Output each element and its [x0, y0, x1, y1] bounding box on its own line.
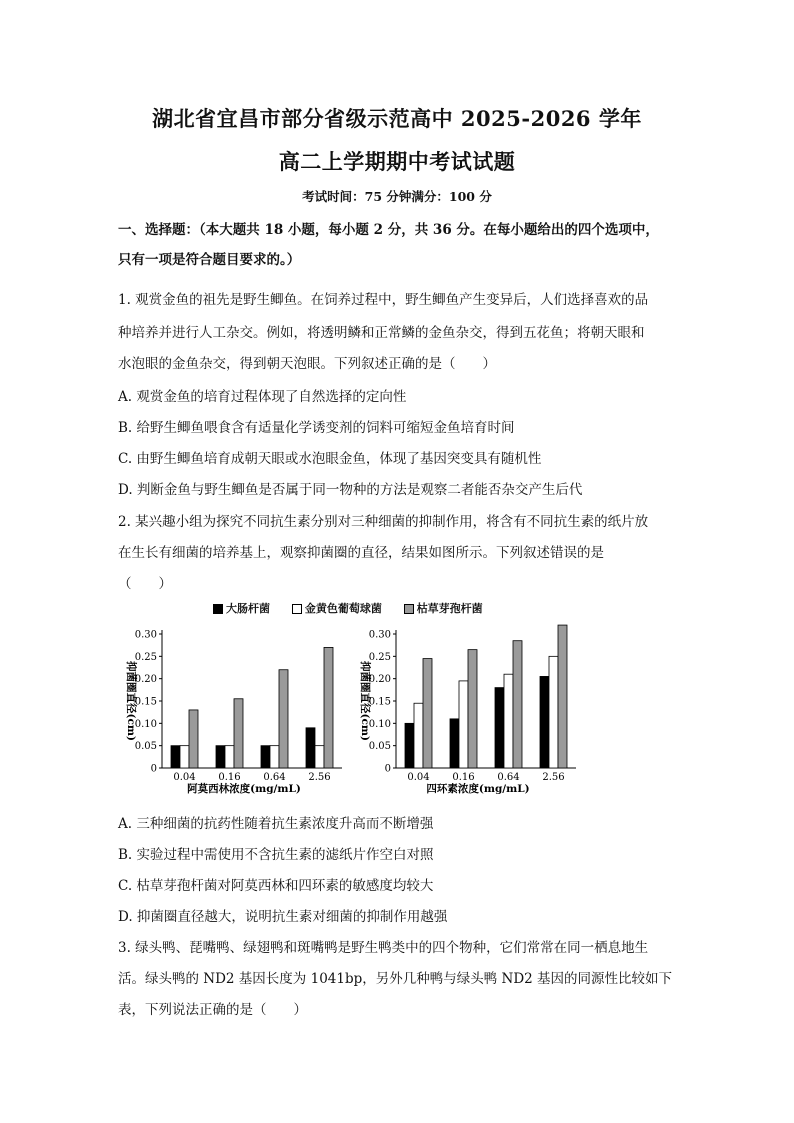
- y-tick-label: 0.15: [368, 696, 391, 708]
- q2-stem-line: （ ）: [118, 576, 172, 592]
- x-tick-label: 0.04: [173, 772, 196, 783]
- q3-stem-line: 活。绿头鸭的 ND2 基因长度为 1041bp，另外几种鸭与绿头鸭 ND2 基因的同源性比较如下: [118, 971, 673, 987]
- amoxicillin-bar-chart: [118, 620, 350, 800]
- bar: [468, 650, 477, 768]
- exam-info: 考试时间：75 分钟满分：100 分: [302, 189, 492, 204]
- y-axis-label: 抑菌圈直径(cm): [359, 661, 371, 741]
- q2-option-d: D. 抑菌圈直径越大，说明抗生素对细菌的抑制作用越强: [118, 909, 448, 925]
- x-tick-label: 0.16: [218, 772, 241, 783]
- y-tick-label: 0.15: [134, 696, 157, 708]
- bar: [279, 670, 288, 768]
- chart-legend: [213, 600, 501, 616]
- q2-option-c: C. 枯草芽孢杆菌对阿莫西林和四环素的敏感度均较大: [118, 878, 434, 894]
- bar: [306, 728, 315, 768]
- bar: [261, 746, 270, 768]
- q1-option-a: A. 观赏金鱼的培育过程体现了自然选择的定向性: [118, 389, 407, 405]
- bar: [558, 625, 567, 768]
- section1-instruction-line1: 一、选择题：（本大题共 18 小题，每小题 2 分，共 36 分。在每小题给出的四个选项中，: [118, 222, 659, 238]
- section1-instruction-line2: 只有一项是符合题目要求的。）: [118, 252, 301, 268]
- y-tick-label: 0.20: [368, 674, 391, 686]
- y-tick-label: 0.30: [134, 629, 157, 641]
- bar: [414, 703, 423, 768]
- y-axis-label: 抑菌圈直径(cm): [125, 661, 137, 741]
- tetracycline-bar-chart: [352, 620, 584, 800]
- legend-item-ecoli: 大肠杆菌: [213, 602, 270, 615]
- q1-stem-line: 水泡眼的金鱼杂交，得到朝天泡眼。下列叙述正确的是（ ）: [118, 356, 496, 372]
- y-tick-label: 0.30: [368, 629, 391, 641]
- bar: [504, 674, 513, 768]
- q1-option-c: C. 由野生鲫鱼培育成朝天眼或水泡眼金鱼，体现了基因突变具有随机性: [118, 451, 542, 467]
- y-tick-label: 0.25: [368, 651, 391, 663]
- x-tick-label: 0.16: [452, 772, 475, 783]
- q1-option-b: B. 给野生鲫鱼喂食含有适量化学诱变剂的饲料可缩短金鱼培育时间: [118, 420, 515, 436]
- bar: [495, 688, 504, 768]
- y-tick-label: 0.25: [134, 651, 157, 663]
- bar: [171, 746, 180, 768]
- q2-stem-line: 在生长有细菌的培养基上，观察抑菌圈的直径，结果如图所示。下列叙述错误的是: [118, 545, 604, 561]
- q1-option-d: D. 判断金鱼与野生鲫鱼是否属于同一物种的方法是观察二者能否杂交产生后代: [118, 482, 583, 498]
- y-tick-label: 0.20: [134, 674, 157, 686]
- bar: [234, 699, 243, 768]
- bar: [450, 719, 459, 768]
- exam-title-line1: 湖北省宜昌市部分省级示范高中 2025-2026 学年: [152, 106, 642, 131]
- bar: [180, 746, 189, 768]
- bar: [405, 723, 414, 768]
- q1-stem-line: 种培养并进行人工杂交。例如，将透明鳞和正常鳞的金鱼杂交，得到五花鱼；将朝天眼和: [118, 325, 645, 341]
- x-axis-label: 阿莫西林浓度(mg/mL): [187, 783, 301, 795]
- x-tick-label: 2.56: [308, 772, 331, 783]
- x-tick-label: 0.04: [407, 772, 430, 783]
- q2-option-b: B. 实验过程中需使用不含抗生素的滤纸片作空白对照: [118, 847, 434, 863]
- y-tick-label: 0: [384, 763, 391, 775]
- y-tick-label: 0.10: [134, 718, 157, 730]
- q2-stem-line: 2. 某兴趣小组为探究不同抗生素分别对三种细菌的抑制作用，将含有不同抗生素的纸片放: [118, 514, 649, 530]
- bar: [459, 681, 468, 768]
- bar: [513, 641, 522, 768]
- legend-item-staph: 金黄色葡萄球菌: [292, 602, 382, 615]
- y-tick-label: 0.10: [368, 718, 391, 730]
- bar: [315, 746, 324, 768]
- x-tick-label: 0.64: [263, 772, 286, 783]
- bar: [549, 656, 558, 768]
- bar: [225, 746, 234, 768]
- bar: [216, 746, 225, 768]
- q1-stem-line: 1. 观赏金鱼的祖先是野生鲫鱼。在饲养过程中，野生鲫鱼产生变异后，人们选择喜欢的品: [118, 292, 649, 308]
- x-axis-label: 四环素浓度(mg/mL): [426, 783, 530, 795]
- y-tick-label: 0: [150, 763, 157, 775]
- bar: [324, 647, 333, 768]
- q3-stem-line: 表，下列说法正确的是（ ）: [118, 1002, 307, 1018]
- x-tick-label: 2.56: [542, 772, 565, 783]
- bar: [270, 746, 279, 768]
- q2-option-a: A. 三种细菌的抗药性随着抗生素浓度升高而不断增强: [118, 816, 434, 832]
- y-tick-label: 0.05: [368, 741, 391, 753]
- bar: [189, 710, 198, 768]
- q3-stem-line: 3. 绿头鸭、琵嘴鸭、绿翅鸭和斑嘴鸭是野生鸭类中的四个物种，它们常常在同一栖息地生: [118, 940, 649, 956]
- y-tick-label: 0.05: [134, 741, 157, 753]
- bar: [423, 659, 432, 768]
- exam-title-line2: 高二上学期期中考试试题: [278, 149, 516, 174]
- legend-item-bacillus: 枯草芽孢杆菌: [404, 602, 483, 615]
- x-tick-label: 0.64: [497, 772, 520, 783]
- bar: [540, 676, 549, 768]
